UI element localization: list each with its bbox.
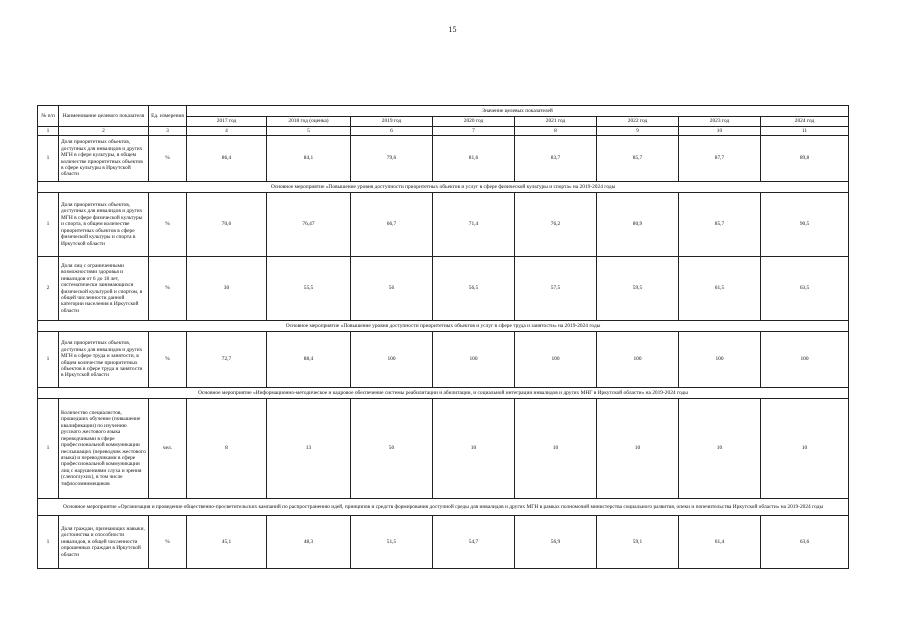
value-cell: 48,3 xyxy=(267,516,351,569)
value-cell: 54,7 xyxy=(433,516,515,569)
indicator-name: Доля граждан, признающих навыки, достоинства и способности инвалидов, в общей численности опрошенных граждан в Иркутской области xyxy=(59,516,149,569)
header-column-number: 2 xyxy=(59,127,149,136)
unit-cell: % xyxy=(149,257,187,321)
value-cell: 76,47 xyxy=(267,193,351,257)
unit-cell: % xyxy=(149,136,187,182)
value-cell: 10 xyxy=(761,399,849,499)
value-cell: 70,6 xyxy=(187,193,267,257)
value-cell: 59,1 xyxy=(597,516,679,569)
value-cell: 8 xyxy=(187,399,267,499)
value-cell: 100 xyxy=(761,332,849,388)
table-row xyxy=(38,332,849,388)
section-title: Основное мероприятие «Повышение уровня доступности приоритетных объектов и услуг в сфере труда и занятости» на 2019-2024 годы xyxy=(38,321,849,332)
header-column-number: 9 xyxy=(597,127,679,136)
value-cell: 10 xyxy=(597,399,679,499)
value-cell: 57,5 xyxy=(515,257,597,321)
value-cell: 56 xyxy=(351,257,433,321)
header-column-number: 7 xyxy=(433,127,515,136)
header-column-number: 4 xyxy=(187,127,267,136)
value-cell: 51,5 xyxy=(351,516,433,569)
row-number: 2 xyxy=(38,257,59,321)
table-row xyxy=(38,136,849,182)
unit-cell: % xyxy=(149,193,187,257)
unit-cell: чел. xyxy=(149,399,187,499)
value-cell: 100 xyxy=(679,332,761,388)
value-cell: 86,4 xyxy=(187,136,267,182)
indicator-name: Количество специалистов, прошедших обучение (повышение квалификации) по изучению русского жестового языка переводчиками в сфере профессиональной коммуникации неслышащих (переводчик жестового языка) и переводчиками в сфере профессиональной коммуникации лиц с нарушениями слуха и зрения (слепоглухих), в том числе тифлосомнимещиков xyxy=(59,399,149,499)
value-cell: 89,8 xyxy=(761,136,849,182)
header-year: 2020 год xyxy=(433,117,515,127)
value-cell: 61,5 xyxy=(679,257,761,321)
value-cell: 61,4 xyxy=(679,516,761,569)
table-row xyxy=(38,193,849,257)
header-values-group: Значение целевых показателей xyxy=(187,106,849,117)
header-column-number: 6 xyxy=(351,127,433,136)
value-cell: 85,7 xyxy=(679,193,761,257)
value-cell: 100 xyxy=(515,332,597,388)
header-year: 2024 год xyxy=(761,117,849,127)
value-cell: 71,4 xyxy=(433,193,515,257)
value-cell: 63,6 xyxy=(761,516,849,569)
indicator-name: Доля приоритетных объектов, доступных для инвалидов и других МГН в сфере культуры, в общем количестве приоритетных объектов в сфере культуры в Иркутской области xyxy=(59,136,149,182)
unit-cell: % xyxy=(149,332,187,388)
row-number: 1 xyxy=(38,516,59,569)
header-column-number: 8 xyxy=(515,127,597,136)
indicator-name: Доля приоритетных объектов, доступных для инвалидов и других МГН в сфере физической культуры и спорта, в общем количестве приоритетных объектов в сфере физической культуры и спорта в Иркутской области xyxy=(59,193,149,257)
value-cell: 13 xyxy=(267,399,351,499)
value-cell: 72,7 xyxy=(187,332,267,388)
table-row xyxy=(38,399,849,499)
section-row xyxy=(38,388,849,399)
indicator-name: Доля приоритетных объектов, доступных для инвалидов и других МГН в сфере труда и занятости, в общем количестве приоритетных объектов в сфере труда и занятости в Иркутской области xyxy=(59,332,149,388)
header-row-1 xyxy=(38,106,849,117)
value-cell: 85,7 xyxy=(597,136,679,182)
header-year: 2018 год (оценка) xyxy=(267,117,351,127)
value-cell: 81,6 xyxy=(433,136,515,182)
header-year: 2021 год xyxy=(515,117,597,127)
table-row xyxy=(38,516,849,569)
header-year: 2023 год xyxy=(679,117,761,127)
value-cell: 83,7 xyxy=(515,136,597,182)
value-cell: 88,4 xyxy=(267,332,351,388)
value-cell: 63,5 xyxy=(761,257,849,321)
header-year: 2022 год xyxy=(597,117,679,127)
value-cell: 45,1 xyxy=(187,516,267,569)
value-cell: 100 xyxy=(597,332,679,388)
value-cell: 10 xyxy=(679,399,761,499)
value-cell: 10 xyxy=(515,399,597,499)
header-column-number: 3 xyxy=(149,127,187,136)
section-title: Основное мероприятие «Повышение уровня доступности приоритетных объектов и услуг в сфере физической культуры и спорта» на 2019-2024 годы xyxy=(38,182,849,193)
section-row xyxy=(38,499,849,516)
header-column-number: 10 xyxy=(679,127,761,136)
section-row xyxy=(38,182,849,193)
value-cell: 80,9 xyxy=(597,193,679,257)
header-unit: Ед. измерения xyxy=(149,106,187,127)
target-indicators-table xyxy=(37,105,849,569)
header-column-number: 1 xyxy=(38,127,59,136)
row-number: 1 xyxy=(38,136,59,182)
header-num: № п/п xyxy=(38,106,59,127)
header-year: 2019 год xyxy=(351,117,433,127)
value-cell: 90,5 xyxy=(761,193,849,257)
value-cell: 59,5 xyxy=(597,257,679,321)
value-cell: 79,6 xyxy=(351,136,433,182)
row-number: 1 xyxy=(38,193,59,257)
value-cell: 56,9 xyxy=(515,516,597,569)
value-cell: 87,7 xyxy=(679,136,761,182)
section-row xyxy=(38,321,849,332)
value-cell: 30 xyxy=(187,257,267,321)
value-cell: 10 xyxy=(433,399,515,499)
header-row-column-numbers xyxy=(38,127,849,136)
table-row xyxy=(38,257,849,321)
indicator-name: Доля лиц с ограниченными возможностями здоровья и инвалидов от 6 до 18 лет, систематически занимающихся физической культурой и спортом, в общей численности данной категории населения в Иркутской области xyxy=(59,257,149,321)
row-number: 1 xyxy=(38,399,59,499)
header-year: 2017 год xyxy=(187,117,267,127)
value-cell: 76,2 xyxy=(515,193,597,257)
section-title: Основное мероприятие «Организация и проведение общественно-просветительских кампаний по распространению идей, принципов и средств формирования доступной среды для инвалидов и других МГН в рамках полномочий министерства социального развития, опеки и попечительства Иркутской области» на 2019-2024 годы xyxy=(38,499,849,516)
header-column-number: 5 xyxy=(267,127,351,136)
value-cell: 100 xyxy=(433,332,515,388)
value-cell: 100 xyxy=(351,332,433,388)
value-cell: 50 xyxy=(351,399,433,499)
header-name: Наименование целевого показателя xyxy=(59,106,149,127)
value-cell: 66,7 xyxy=(351,193,433,257)
value-cell: 55,5 xyxy=(267,257,351,321)
header-column-number: 11 xyxy=(761,127,849,136)
value-cell: 84,1 xyxy=(267,136,351,182)
value-cell: 56,5 xyxy=(433,257,515,321)
unit-cell: % xyxy=(149,516,187,569)
section-title: Основное мероприятие «Информационно-методическое и кадровое обеспечение системы реабилитации и абилитации, и социальной интеграции инвалидов и других МНГ в Иркутской области» на 2019-2024 годы xyxy=(38,388,849,399)
row-number: 1 xyxy=(38,332,59,388)
page-number: 15 xyxy=(448,25,457,34)
